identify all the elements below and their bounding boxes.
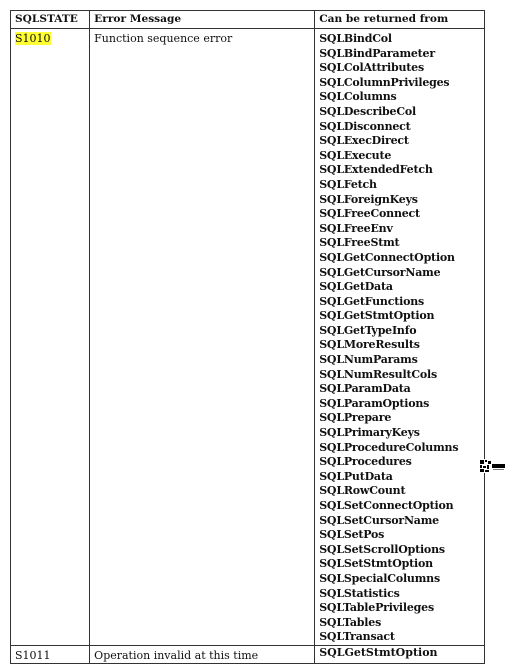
qr-stamp-icon xyxy=(479,459,506,473)
function-name: SQLGetCursorName xyxy=(319,265,441,279)
error-message-cell: Function sequence error xyxy=(90,29,315,646)
sqlstate-code-highlighted: S1010 xyxy=(15,32,51,45)
table-row xyxy=(11,645,485,663)
function-name: SQLExtendedFetch xyxy=(319,163,433,177)
function-name: SQLPrimaryKeys xyxy=(319,426,420,440)
function-list xyxy=(319,32,480,645)
header-returned-from: Can be returned from xyxy=(315,11,485,29)
function-name: SQLExecDirect xyxy=(319,134,409,148)
header-sqlstate: SQLSTATE xyxy=(11,11,90,29)
function-name: SQLGetConnectOption xyxy=(319,250,455,264)
function-name: SQLNumResultCols xyxy=(319,367,437,381)
error-code-table xyxy=(10,10,485,664)
function-name: SQLGetStmtOption xyxy=(319,309,435,323)
function-name: SQLColAttributes xyxy=(319,61,424,75)
function-name: SQLForeignKeys xyxy=(319,192,418,206)
function-name: SQLFreeStmt xyxy=(319,236,400,250)
function-name: SQLDescribeCol xyxy=(319,104,417,118)
function-name: SQLColumns xyxy=(319,90,397,104)
function-name: SQLSetConnectOption xyxy=(319,499,454,512)
function-name: SQLMoreResults xyxy=(319,338,420,352)
function-name: SQLColumnPrivileges xyxy=(319,75,450,89)
function-name: SQLPutData xyxy=(319,469,393,483)
function-name: SQLExecute xyxy=(319,148,392,162)
functions-cell: SQLGetStmtOption xyxy=(315,645,485,663)
function-name: SQLRowCount xyxy=(319,484,406,498)
function-name: SQLTransact xyxy=(319,630,395,644)
function-name: SQLSetScrollOptions xyxy=(319,542,445,556)
header-row xyxy=(11,11,485,29)
function-name: SQLPrepare xyxy=(319,411,392,425)
function-name: SQLGetFunctions xyxy=(319,294,425,308)
function-name: SQLDisconnect xyxy=(319,119,411,133)
function-name: SQLBindCol xyxy=(319,32,392,45)
error-message-cell: Operation invalid at this time xyxy=(90,645,315,663)
function-name: SQLSetCursorName xyxy=(319,513,439,527)
functions-cell xyxy=(315,29,485,646)
function-name: SQLFetch xyxy=(319,177,377,191)
function-name: SQLTables xyxy=(319,615,382,629)
function-name: SQLSetStmtOption xyxy=(319,557,433,571)
function-name: SQLProcedureColumns xyxy=(319,440,459,454)
function-name: SQLProcedures xyxy=(319,455,412,469)
function-name: SQLGetData xyxy=(319,280,393,294)
function-name: SQLBindParameter xyxy=(319,46,435,60)
function-name: SQLFreeConnect xyxy=(319,207,420,221)
sqlstate-cell xyxy=(11,29,90,646)
function-name: SQLParamData xyxy=(319,382,411,396)
function-name: SQLGetTypeInfo xyxy=(319,323,417,337)
function-name: SQLStatistics xyxy=(319,586,400,600)
function-name: SQLFreeEnv xyxy=(319,221,393,235)
function-name: SQLNumParams xyxy=(319,353,418,367)
table-row xyxy=(11,29,485,646)
sqlstate-cell: S1011 xyxy=(11,645,90,663)
function-name: SQLSetPos xyxy=(319,528,385,542)
function-name: SQLTablePrivileges xyxy=(319,601,434,615)
function-name: SQLSpecialColumns xyxy=(319,571,440,585)
header-error-message: Error Message xyxy=(90,11,315,29)
function-name: SQLParamOptions xyxy=(319,396,430,410)
